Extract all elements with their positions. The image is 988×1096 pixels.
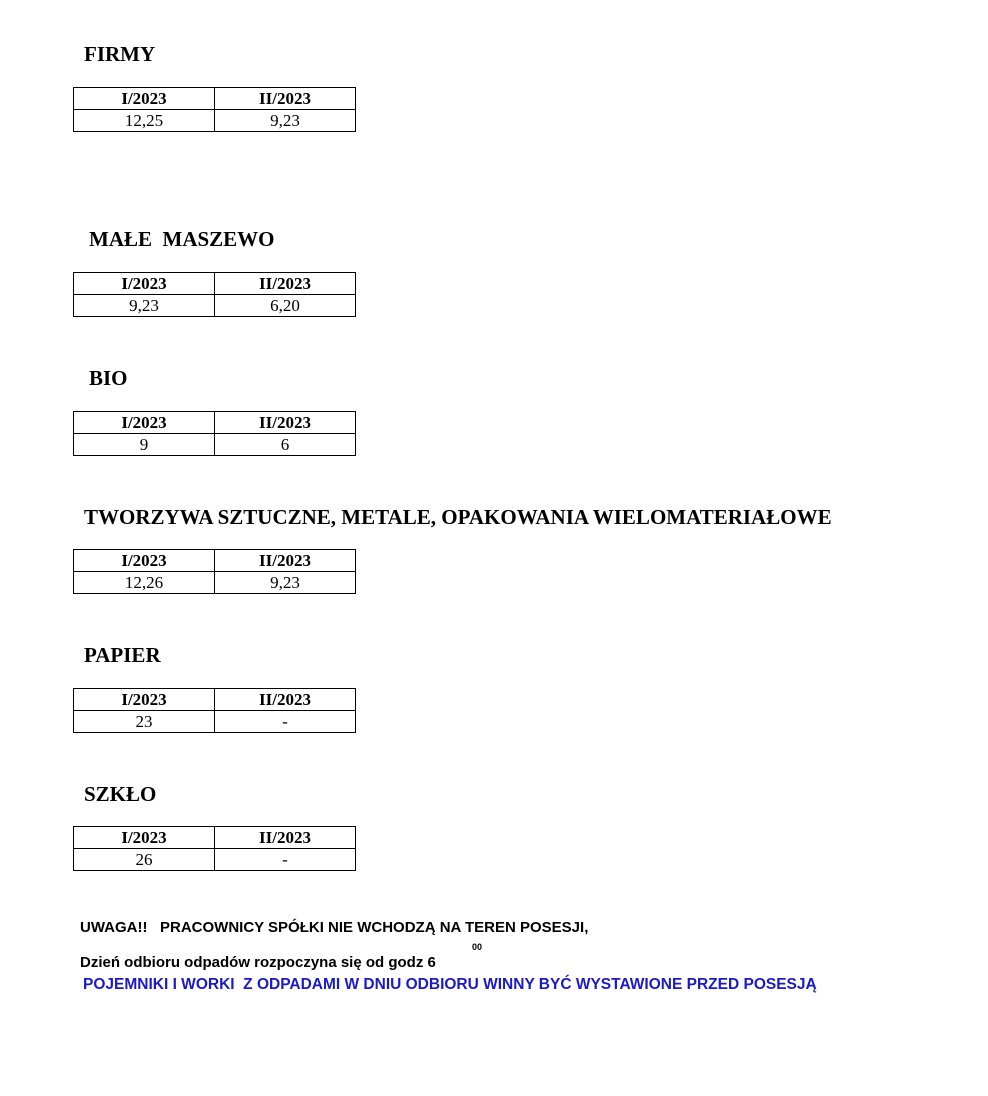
table-row xyxy=(74,711,356,733)
column-header: II/2023 xyxy=(215,827,356,849)
table-cell: 6,20 xyxy=(215,295,356,317)
table-header-row xyxy=(74,412,356,434)
section-title-bio: BIO xyxy=(89,366,128,390)
section-title-tworzywa: TWORZYWA SZTUCZNE, METALE, OPAKOWANIA WIELOMATERIAŁOWE xyxy=(84,505,832,529)
table-row xyxy=(74,110,356,132)
section-title-papier: PAPIER xyxy=(84,643,161,667)
table-header-row xyxy=(74,273,356,295)
table-cell: - xyxy=(215,711,356,733)
schedule-table-male-maszewo xyxy=(73,272,356,317)
column-header: I/2023 xyxy=(74,827,215,849)
column-header: II/2023 xyxy=(215,689,356,711)
containers-notice: POJEMNIKI I WORKI Z ODPADAMI W DNIU ODBIORU WINNY BYĆ WYSTAWIONE PRZED POSESJĄ xyxy=(83,976,817,993)
table-row xyxy=(74,849,356,871)
table-header-row xyxy=(74,689,356,711)
column-header: I/2023 xyxy=(74,689,215,711)
table-cell: 6 xyxy=(215,434,356,456)
table-header-row xyxy=(74,88,356,110)
table-cell: 9,23 xyxy=(215,572,356,594)
start-time-notice: Dzień odbioru odpadów rozpoczyna się od godz 6 xyxy=(80,954,436,971)
table-cell: 12,26 xyxy=(74,572,215,594)
schedule-table-szklo xyxy=(73,826,356,871)
table-row xyxy=(74,434,356,456)
table-row xyxy=(74,572,356,594)
section-title-firmy: FIRMY xyxy=(84,42,156,66)
table-row xyxy=(74,295,356,317)
column-header: I/2023 xyxy=(74,550,215,572)
table-header-row xyxy=(74,550,356,572)
start-time-minutes: 00 xyxy=(472,942,483,952)
schedule-table-papier xyxy=(73,688,356,733)
warning-notice: UWAGA!! PRACOWNICY SPÓŁKI NIE WCHODZĄ NA TEREN POSESJI, xyxy=(80,919,589,936)
column-header: I/2023 xyxy=(74,412,215,434)
column-header: II/2023 xyxy=(215,550,356,572)
table-cell: 9,23 xyxy=(74,295,215,317)
table-cell: - xyxy=(215,849,356,871)
table-cell: 26 xyxy=(74,849,215,871)
column-header: I/2023 xyxy=(74,273,215,295)
schedule-table-firmy xyxy=(73,87,356,132)
column-header: II/2023 xyxy=(215,412,356,434)
schedule-table-bio xyxy=(73,411,356,456)
table-cell: 12,25 xyxy=(74,110,215,132)
column-header: I/2023 xyxy=(74,88,215,110)
table-cell: 9 xyxy=(74,434,215,456)
table-cell: 23 xyxy=(74,711,215,733)
schedule-table-tworzywa xyxy=(73,549,356,594)
column-header: II/2023 xyxy=(215,88,356,110)
column-header: II/2023 xyxy=(215,273,356,295)
section-title-szklo: SZKŁO xyxy=(84,782,157,806)
table-cell: 9,23 xyxy=(215,110,356,132)
section-title-male-maszewo: MAŁE MASZEWO xyxy=(89,227,275,251)
table-header-row xyxy=(74,827,356,849)
